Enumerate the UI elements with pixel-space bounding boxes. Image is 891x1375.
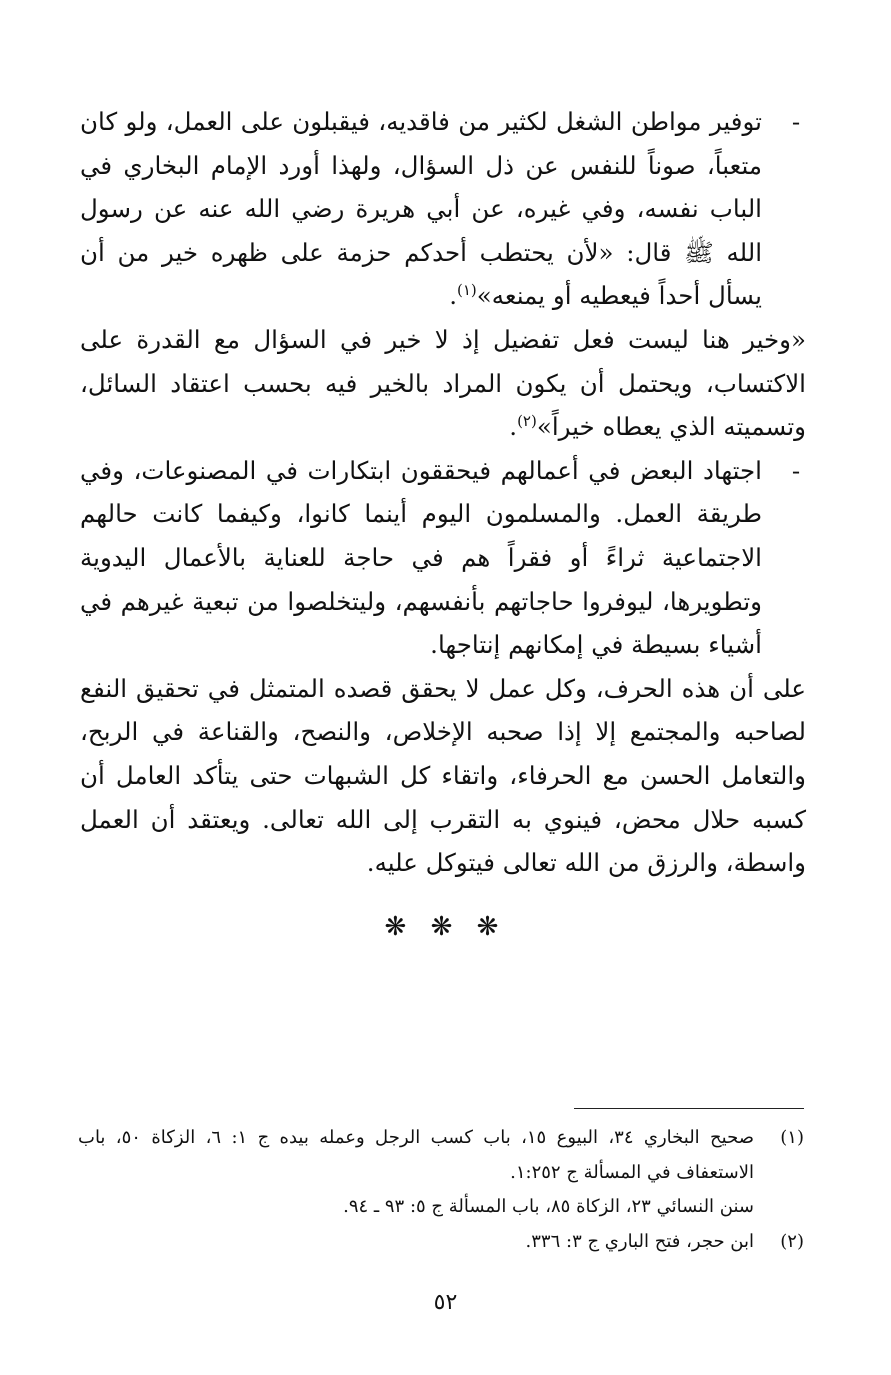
- section-separator: ❋ ❋ ❋: [384, 912, 507, 942]
- closing-paragraph: على أن هذه الحرف، وكل عمل لا يحقق قصده المتمثل في تحقيق النفع لصاحبه والمجتمع إلا إذا صحبه الإخلاص، والنصح، والقناعة في الربح، والتعامل الحسن مع الحرفاء، واتقاء كل الشبهات حتى يتأكد العامل أن كسبه حلال محض، فينوي به التقرب إلى الله تعالى. ويعتقد أن العمل واسطة، والرزق من الله تعالى فيتوكل عليه.: [80, 673, 806, 878]
- page-number: ٥٢: [433, 1290, 458, 1315]
- quote-text: «وخير هنا ليست فعل تفضيل إذ لا خير في السؤال مع القدرة على الاكتساب، ويحتمل أن يكون المراد بالخير فيه بحسب اعتقاد السائل، وتسميته الذي يعطاه خيراً»: [80, 324, 806, 442]
- sentence-end: .: [509, 412, 518, 442]
- list-item-text: اجتهاد البعض في أعمالهم فيحققون ابتكارات في المصنوعات، وفي طريقة العمل. والمسلمون اليوم أينما كانوا، وكيفما كانت حالهم الاجتماعية ثراءً أو فقراً هم في حاجة للعناية بالأعمال اليدوية وتطويرها، ليوفروا حاجاتهم بأنفسهم، وليتخلصوا من تبعية غيرهم في أشياء بسيطة في إمكانهم إنتاجها.: [80, 455, 762, 660]
- main-text: [80, 100, 806, 885]
- quote-paragraph: [80, 318, 806, 449]
- footnote-text: صحيح البخاري ٣٤، البيوع ١٥، باب كسب الرجل وعمله بيده ج ١: ٦، الزكاة ٥٠، باب الاستعفاف في المسألة ج ١:٢٥٢.: [78, 1127, 755, 1183]
- footnotes: [78, 1121, 804, 1259]
- footnote-text: ابن حجر، فتح الباري ج ٣: ٣٣٦.: [525, 1230, 754, 1252]
- list-item-2: [80, 449, 806, 667]
- sentence-end: .: [449, 281, 457, 311]
- list-item-text: توفير مواطن الشغل لكثير من فاقديه، فيقبلون على العمل، ولو كان متعباً، صوناً للنفس عن ذل السؤال، ولهذا أورد الإمام البخاري في الباب نفسه، وفي غيره، عن أبي هريرة رضي الله عنه عن رسول الله ﷺ قال: «لأن يحتطب أحدكم حزمة على ظهره خير من أن يسأل أحداً فيعطيه أو يمنعه»: [80, 107, 762, 311]
- footnote-number: (١): [780, 1127, 804, 1148]
- footnote-1-continuation: سنن النسائي ٢٣، الزكاة ٨٥، باب المسألة ج ٥: ٩٣ ـ ٩٤.: [343, 1196, 754, 1217]
- footnote-1: [78, 1121, 804, 1190]
- list-dash: -: [791, 107, 801, 136]
- footnote-rule: [574, 1108, 804, 1109]
- footnote-2: [78, 1225, 804, 1260]
- list-dash: -: [791, 455, 801, 485]
- list-item-1: [80, 100, 806, 318]
- footnote-number: (٢): [780, 1230, 804, 1252]
- footnote-ref-2[interactable]: (٢): [517, 412, 537, 430]
- footnote-ref-1[interactable]: (١): [456, 281, 477, 300]
